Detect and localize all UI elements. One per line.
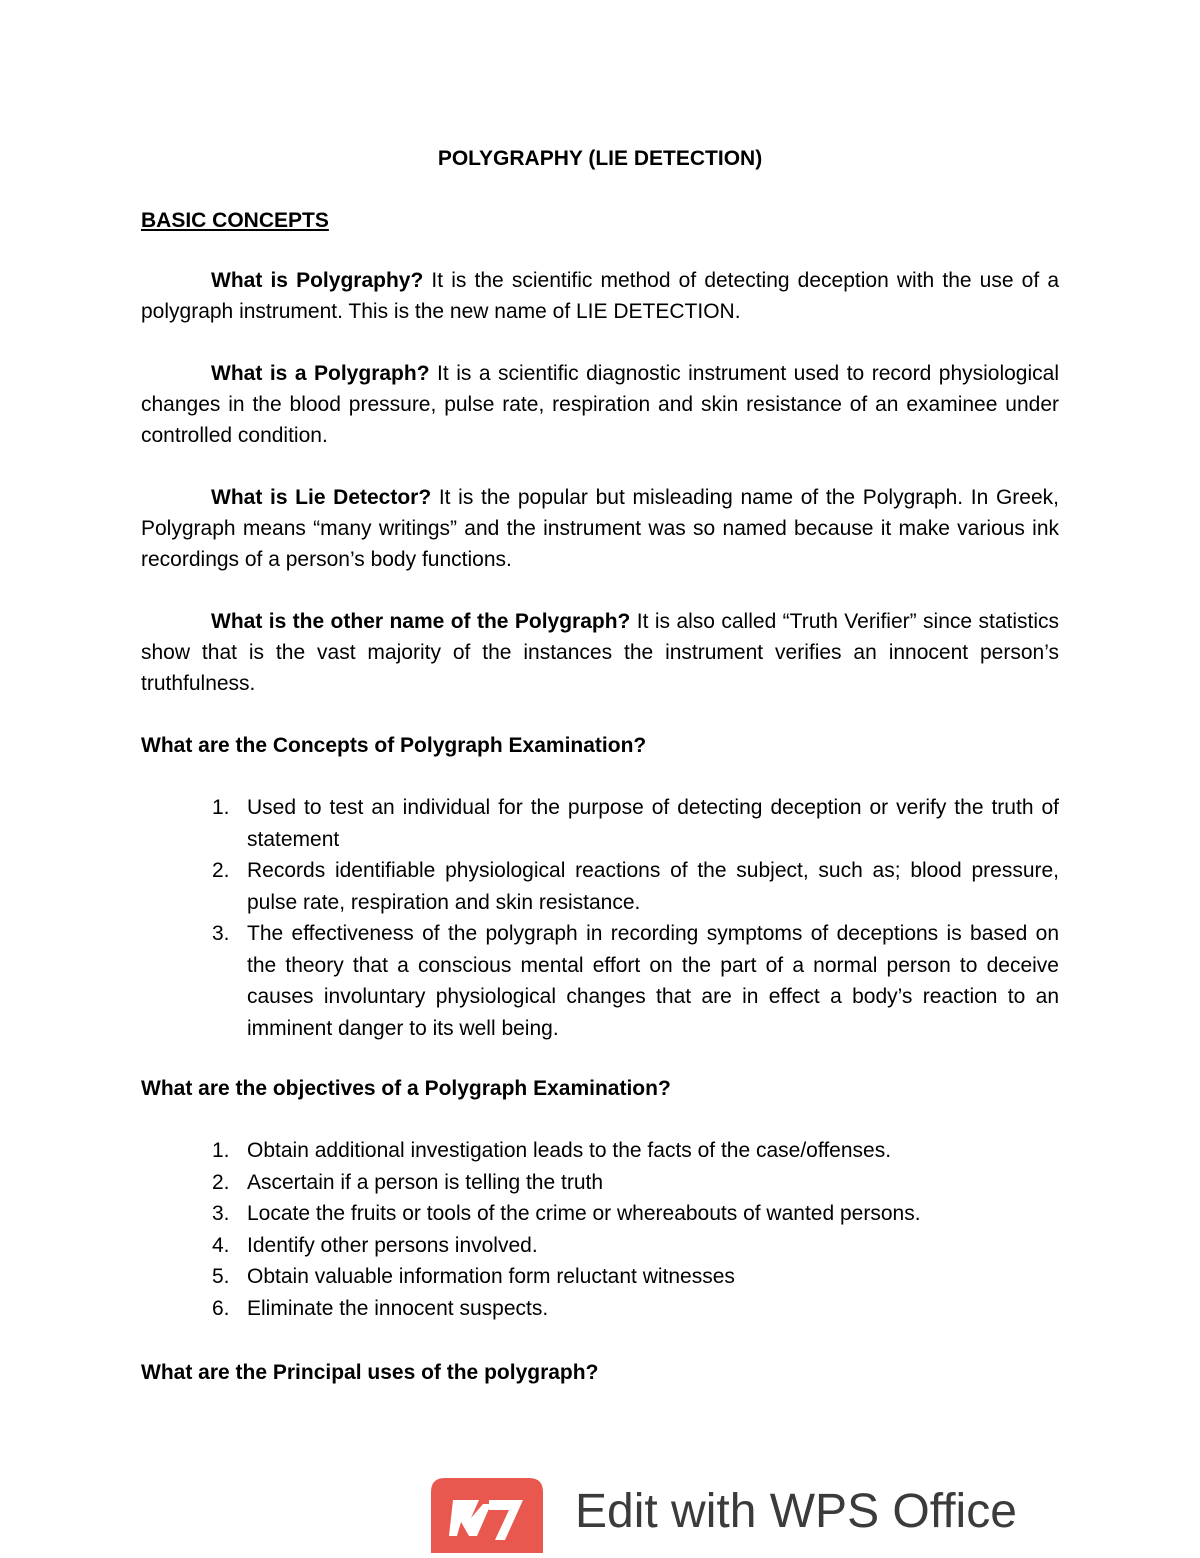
list-item-text: Locate the fruits or tools of the crime or whereabouts of wanted persons. <box>247 1202 921 1225</box>
paragraph-polygraphy <box>141 265 1059 327</box>
list-item <box>141 1230 1059 1262</box>
wps-logo-icon <box>431 1478 543 1553</box>
list-item-text: Records identifiable physiological reactions of the subject, such as; blood pressure, pulse rate, respiration and skin resistance. <box>247 859 1059 914</box>
question-label: What is the other name of the Polygraph? <box>211 610 631 633</box>
list-item-number: 2. <box>212 859 230 882</box>
list-item-text: Used to test an individual for the purpose of detecting deception or verify the truth of statement <box>247 796 1059 851</box>
question-label: What is Polygraphy? <box>211 269 424 292</box>
objectives-list <box>141 1135 1059 1324</box>
question-label: What is Lie Detector? <box>211 486 432 509</box>
paragraph-lie-detector <box>141 482 1059 575</box>
objectives-heading: What are the objectives of a Polygraph Examination? <box>141 1077 671 1100</box>
list-item <box>141 855 1059 918</box>
list-item <box>141 1198 1059 1230</box>
answer-text: It is the popular but misleading name of the Polygraph. In Greek, Polygraph means “many writings” and the instrument was so named because it make various ink recordings of a person’s body functions. <box>141 486 1059 571</box>
list-item-number: 6. <box>212 1296 230 1320</box>
watermark-text: Edit with WPS Office <box>575 1485 1017 1538</box>
list-item <box>141 1135 1059 1167</box>
list-item <box>141 1293 1059 1325</box>
answer-text: It is a scientific diagnostic instrument used to record physiological changes in the blood pressure, pulse rate, respiration and skin resistance of an examinee under controlled condition. <box>141 362 1059 447</box>
document-title: POLYGRAPHY (LIE DETECTION) <box>437 147 763 170</box>
list-item <box>141 792 1059 855</box>
list-item-text: Identify other persons involved. <box>247 1233 538 1257</box>
paragraph-polygraph <box>141 358 1059 451</box>
list-item-number: 3. <box>212 1202 230 1225</box>
list-item-text: Eliminate the innocent suspects. <box>247 1296 549 1320</box>
list-item-text: Obtain valuable information form reluctant witnesses <box>247 1265 735 1288</box>
list-item-number: 3. <box>212 922 230 945</box>
concepts-list <box>141 792 1059 1044</box>
list-item-number: 1. <box>212 1139 230 1162</box>
section-heading: BASIC CONCEPTS <box>141 209 329 232</box>
list-item <box>141 1261 1059 1293</box>
list-item-number: 1. <box>212 796 230 819</box>
answer-text: It is also called “Truth Verifier” since statistics show that is the vast majority of the instances the instrument verifies an innocent person’s truthfulness. <box>141 610 1059 695</box>
list-item-text: Obtain additional investigation leads to the facts of the case/offenses. <box>247 1139 892 1162</box>
paragraph-other-name <box>141 606 1059 699</box>
answer-text: It is the scientific method of detecting deception with the use of a polygraph instrument. This is the new name of LIE DETECTION. <box>141 269 1059 323</box>
list-item-number: 2. <box>212 1170 230 1194</box>
list-item-number: 4. <box>212 1233 230 1257</box>
uses-heading: What are the Principal uses of the polygraph? <box>141 1361 599 1384</box>
list-item <box>141 1167 1059 1199</box>
wps-watermark[interactable] <box>431 1478 1051 1553</box>
list-item-text: The effectiveness of the polygraph in recording symptoms of deceptions is based on the theory that a conscious mental effort on the part of a normal person to deceive causes involuntary physiological changes that are in effect a body’s reaction to an imminent danger to its well being. <box>247 922 1059 1040</box>
list-item <box>141 918 1059 1044</box>
question-label: What is a Polygraph? <box>211 362 430 385</box>
concepts-heading: What are the Concepts of Polygraph Examination? <box>141 734 647 757</box>
list-item-number: 5. <box>212 1265 230 1288</box>
list-item-text: Ascertain if a person is telling the truth <box>247 1170 604 1194</box>
